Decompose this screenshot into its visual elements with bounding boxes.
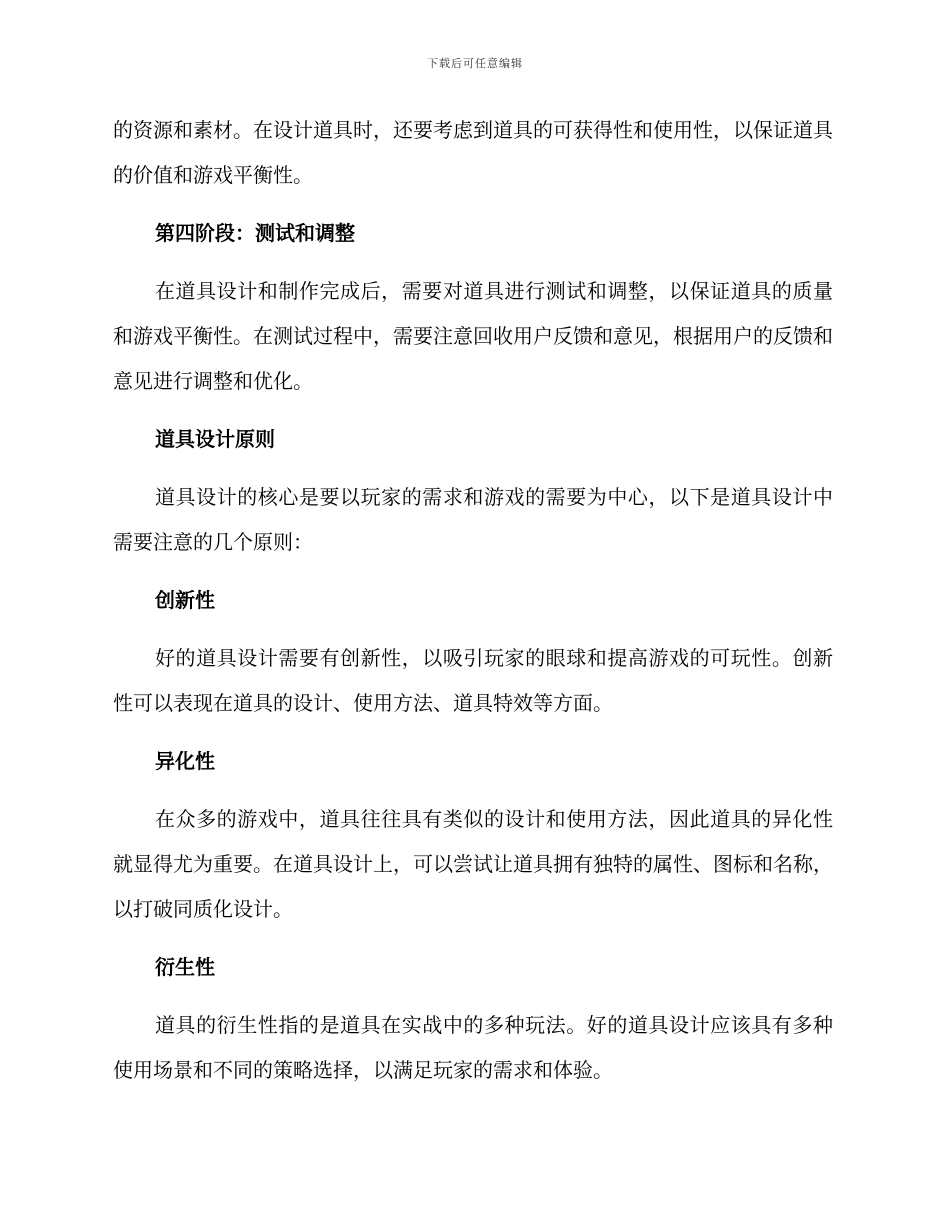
section-heading-differentiation: 异化性 — [155, 749, 215, 773]
section-heading-derivation: 衍生性 — [155, 955, 215, 979]
section-heading-innovation: 创新性 — [155, 588, 215, 612]
section-heading-stage-four: 第四阶段：测试和调整 — [155, 221, 355, 245]
paragraph-testing: 在道具设计和制作完成后，需要对道具进行测试和调整，以保证道具的质量和游戏平衡性。在测试过程中，需要注意回收用户反馈和意见，根据用户的反馈和意见进行调整和优化。 — [113, 279, 833, 393]
paragraph-innovation: 好的道具设计需要有创新性，以吸引玩家的眼球和提高游戏的可玩性。创新性可以表现在道具的设计、使用方法、道具特效等方面。 — [113, 646, 833, 715]
paragraph-derivation: 道具的衍生性指的是道具在实战中的多种玩法。好的道具设计应该具有多种使用场景和不同的策略选择，以满足玩家的需求和体验。 — [113, 1013, 833, 1082]
document-body — [113, 108, 833, 1106]
page-header: 下载后可任意编辑 — [427, 57, 523, 70]
paragraph-principles-intro: 道具设计的核心是要以玩家的需求和游戏的需要为中心，以下是道具设计中需要注意的几个原则： — [113, 485, 833, 554]
paragraph-continuation: 的资源和素材。在设计道具时，还要考虑到道具的可获得性和使用性，以保证道具的价值和游戏平衡性。 — [113, 118, 833, 187]
section-heading-design-principles: 道具设计原则 — [155, 427, 275, 451]
paragraph-differentiation: 在众多的游戏中，道具往往具有类似的设计和使用方法，因此道具的异化性就显得尤为重要。在道具设计上，可以尝试让道具拥有独特的属性、图标和名称，以打破同质化设计。 — [113, 807, 833, 921]
